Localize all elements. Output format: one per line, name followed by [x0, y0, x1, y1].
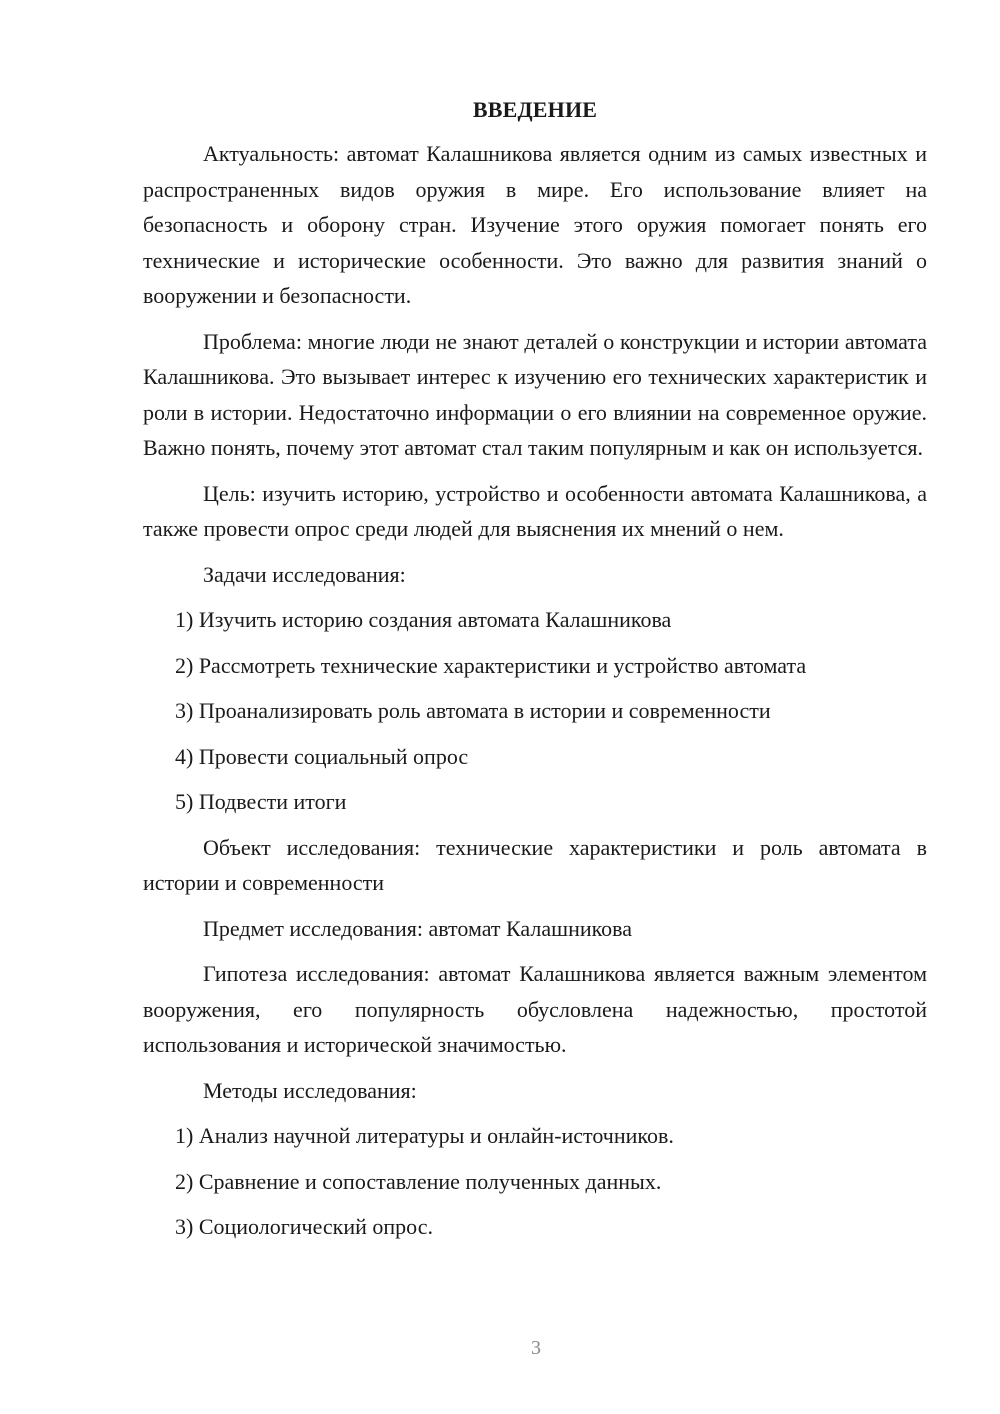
page-number: 3 — [531, 1337, 541, 1359]
method-item: 3) Социологический опрос. — [175, 1214, 433, 1239]
methods-heading: Методы исследования: — [203, 1077, 417, 1103]
task-item: 4) Провести социальный опрос — [175, 743, 469, 769]
page-title: ВВЕДЕНИЕ — [472, 97, 598, 122]
tasks-heading: Задачи исследования: — [203, 561, 406, 587]
method-item: 1) Анализ научной литературы и онлайн-источников. — [175, 1123, 674, 1148]
task-item: 5) Подвести итоги — [175, 789, 347, 814]
method-item: 2) Сравнение и сопоставление полученных данных. — [175, 1168, 662, 1194]
subject-paragraph: Предмет исследования: автомат Калашникова — [203, 915, 633, 941]
task-item: 1) Изучить историю создания автомата Калашникова — [175, 607, 672, 632]
object-paragraph: Объект исследования: технические характеристики и роль автомата в истории и современности — [143, 834, 927, 895]
page-content — [143, 94, 927, 1255]
goal-paragraph: Цель: изучить историю, устройство и особенности автомата Калашникова, а также провести опрос среди людей для выяснения их мнений о нем. — [143, 480, 927, 541]
task-item: 3) Проанализировать роль автомата в истории и современности — [175, 698, 771, 723]
task-item: 2) Рассмотреть технические характеристики и устройство автомата — [175, 652, 807, 678]
relevance-paragraph: Актуальность: автомат Калашникова является одним из самых известных и распространенных видов оружия в мире. Его использование влияет на безопасность и оборону стран. Изучение этого оружия помогает понять его технические и исторические особенности. Это важно для развития знаний о вооружении и безопасности. — [143, 141, 927, 308]
problem-paragraph: Проблема: многие люди не знают деталей о конструкции и истории автомата Калашникова. Это вызывает интерес к изучению его технических характеристик и роли в истории. Недостаточно информации о его влиянии на современное оружие. Важно понять, почему этот автомат стал таким популярным и как он используется. — [143, 328, 927, 460]
hypothesis-paragraph: Гипотеза исследования: автомат Калашникова является важным элементом вооружения, его популярность обусловлена надежностью, простотой использования и исторической значимостью. — [143, 961, 927, 1057]
